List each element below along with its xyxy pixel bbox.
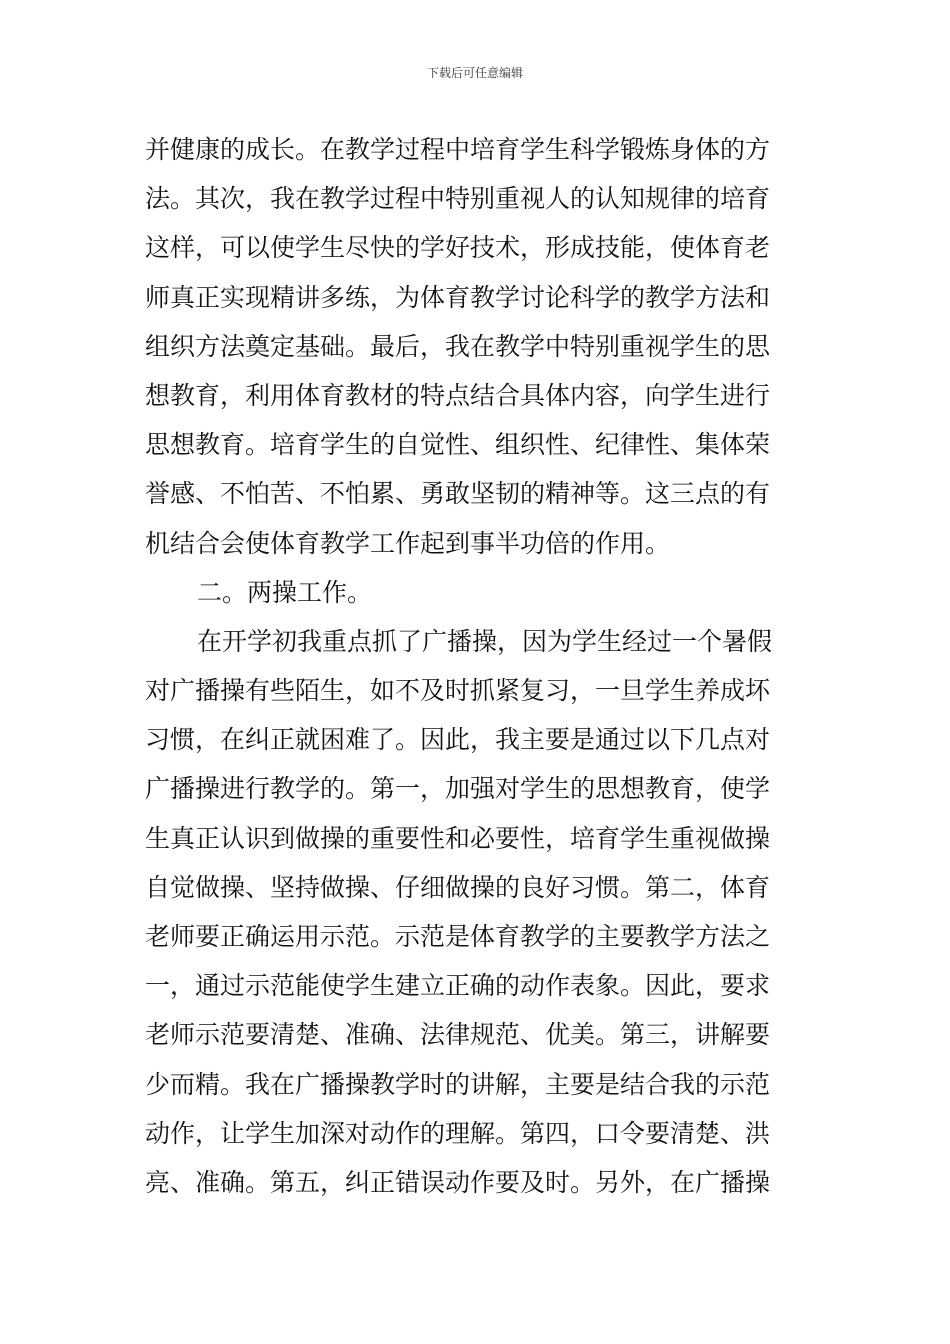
text-line: 在开学初我重点抓了广播操，因为学生经过一个暑假 <box>197 626 773 656</box>
page-header: 下载后可任意编辑 <box>426 66 523 80</box>
text-line: 少而精。我在广播操教学时的讲解，主要是结合我的示范 <box>145 1069 771 1099</box>
text-line: 广播操进行教学的。第一，加强对学生的思想教育，使学 <box>145 774 771 804</box>
text-line: 对广播操有些陌生，如不及时抓紧复习，一旦学生养成坏 <box>145 676 771 706</box>
text-line: 并健康的成长。在教学过程中培育学生科学锻炼身体的方 <box>145 135 771 164</box>
document-body <box>145 125 807 1207</box>
text-line: 习惯，在纠正就困难了。因此，我主要是通过以下几点对 <box>145 725 771 755</box>
text-line: 自觉做操、坚持做操、仔细做操的良好习惯。第二，体育 <box>145 872 771 902</box>
text-line: 机结合会使体育教学工作起到事半功倍的作用。 <box>145 528 671 558</box>
text-line: 老师要正确运用示范。示范是体育教学的主要教学方法之 <box>145 922 771 951</box>
text-line: 动作，让学生加深对动作的理解。第四，口令要清楚、洪 <box>145 1118 771 1148</box>
text-line: 想教育，利用体育教材的特点结合具体内容，向学生进行 <box>145 380 771 410</box>
text-line: 亮、准确。第五，纠正错误动作要及时。另外，在广播操 <box>145 1167 771 1197</box>
text-line: 组织方法奠定基础。最后，我在教学中特别重视学生的思 <box>145 331 771 361</box>
section-heading: 二。两操工作。 <box>197 577 373 607</box>
text-line: 老师示范要清楚、准确、法律规范、优美。第三，讲解要 <box>145 1020 771 1050</box>
text-line: 师真正实现精讲多练，为体育教学讨论科学的教学方法和 <box>145 282 771 312</box>
text-line: 生真正认识到做操的重要性和必要性，培育学生重视做操 <box>145 823 771 853</box>
text-line: 誉感、不怕苦、不怕累、勇敢坚韧的精神等。这三点的有 <box>145 479 771 509</box>
text-line: 法。其次，我在教学过程中特别重视人的认知规律的培育 <box>145 184 771 214</box>
text-line: 思想教育。培育学生的自觉性、组织性、纪律性、集体荣 <box>145 430 771 460</box>
text-line: 一，通过示范能使学生建立正确的动作表象。因此，要求 <box>145 971 771 1001</box>
text-line: 这样，可以使学生尽快的学好技术，形成技能，使体育老 <box>145 233 771 263</box>
